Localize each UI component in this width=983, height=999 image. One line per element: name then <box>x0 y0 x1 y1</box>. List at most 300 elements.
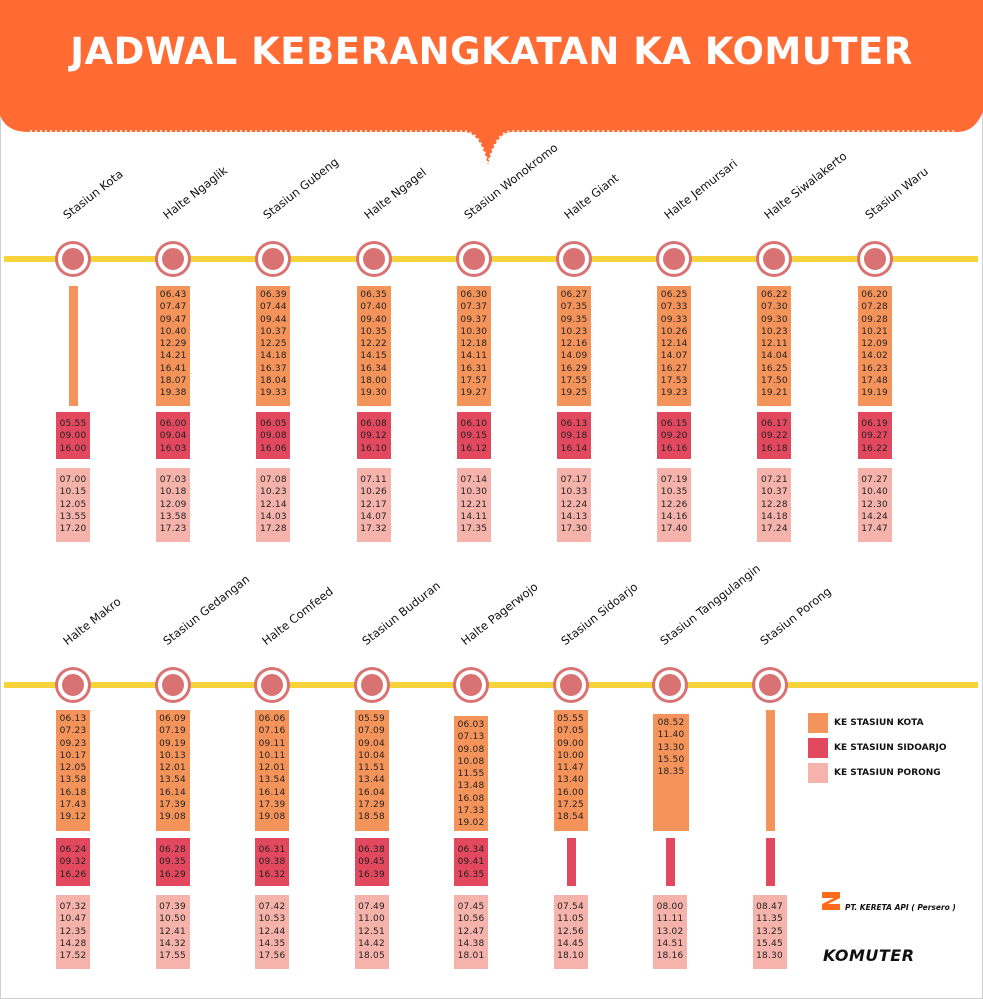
schedule-to-kota <box>256 286 290 406</box>
departure-time: 12.41 <box>159 926 186 937</box>
departure-time: 18.07 <box>159 376 187 387</box>
departure-time: 18.05 <box>358 951 385 962</box>
departure-time: 16.14 <box>560 443 588 454</box>
departure-time: 14.03 <box>260 511 287 522</box>
departure-time: 14.07 <box>360 511 387 522</box>
departure-time: 08.47 <box>756 902 783 912</box>
station-node <box>58 670 88 700</box>
schedule-to-porong <box>355 895 389 969</box>
departure-time: 19.38 <box>159 388 187 399</box>
departure-time: 10.53 <box>258 914 286 925</box>
departure-time: 16.29 <box>159 869 186 880</box>
departure-time: 17.39 <box>159 800 186 811</box>
departure-time: 14.51 <box>656 938 684 949</box>
schedule-to-porong <box>653 895 687 969</box>
departure-time: 06.39 <box>260 290 287 300</box>
page-title: JADWAL KEBERANGKATAN KA KOMUTER <box>70 30 913 73</box>
departure-time: 17.47 <box>861 524 888 535</box>
departure-time: 07.28 <box>861 302 888 313</box>
departure-time: 07.35 <box>560 302 588 313</box>
departure-time: 06.13 <box>560 419 588 429</box>
schedule-to-sidoarjo <box>56 412 90 459</box>
departure-time: 14.13 <box>560 511 588 522</box>
departure-time: 12.25 <box>260 339 287 350</box>
departure-time: 19.21 <box>761 388 788 399</box>
departure-time: 06.09 <box>159 714 186 724</box>
departure-time: 16.12 <box>460 443 488 454</box>
schedule-to-porong <box>255 895 289 969</box>
departure-time: 06.17 <box>761 419 788 429</box>
departure-time: 13.30 <box>657 742 685 753</box>
schedule-to-kota <box>156 286 190 406</box>
departure-time: 17.29 <box>358 800 385 811</box>
station-node <box>860 244 890 274</box>
departure-time: 07.30 <box>761 302 788 313</box>
departure-time: 12.51 <box>358 926 385 937</box>
departure-time: 17.24 <box>761 524 788 535</box>
departure-time: 14.32 <box>159 938 186 949</box>
departure-time: 09.08 <box>260 431 287 442</box>
departure-time: 10.30 <box>460 326 488 337</box>
departure-time: 19.30 <box>360 388 387 399</box>
departure-time: 16.00 <box>59 443 87 454</box>
schedule-to-kota <box>858 286 892 406</box>
schedule-to-sidoarjo <box>256 412 290 459</box>
schedule-to-sidoarjo <box>657 412 691 459</box>
departure-time: 14.15 <box>360 351 387 362</box>
schedule-to-porong <box>56 895 90 969</box>
departure-time: 10.40 <box>861 487 888 498</box>
schedule-to-porong <box>858 468 892 542</box>
departure-time: 10.50 <box>159 914 186 925</box>
schedule-to-kota <box>554 710 588 831</box>
departure-time: 16.03 <box>159 443 187 454</box>
departure-time: 06.30 <box>460 290 488 300</box>
schedule-to-sidoarjo <box>56 838 90 886</box>
schedule-to-kota <box>653 714 689 831</box>
departure-time: 10.37 <box>761 487 788 498</box>
departure-time: 17.20 <box>59 524 87 535</box>
departure-time: 11.00 <box>358 914 385 925</box>
departure-time: 12.14 <box>260 499 287 510</box>
departure-time: 12.09 <box>159 499 187 510</box>
departure-time: 10.30 <box>460 487 488 498</box>
station-node <box>58 244 88 274</box>
schedule-to-sidoarjo <box>255 838 289 886</box>
schedule-to-sidoarjo-bar <box>567 838 576 886</box>
departure-time: 17.30 <box>560 524 588 535</box>
departure-time: 11.35 <box>756 914 783 925</box>
departure-time: 16.34 <box>360 363 387 374</box>
departure-time: 10.08 <box>457 756 485 767</box>
schedule-to-sidoarjo <box>355 838 389 886</box>
departure-time: 15.45 <box>756 938 783 949</box>
departure-time: 14.07 <box>660 351 688 362</box>
departure-time: 16.14 <box>258 787 286 798</box>
departure-time: 10.21 <box>861 326 888 337</box>
departure-time: 16.10 <box>360 443 387 454</box>
station-label: Halte Ngagel <box>360 165 429 222</box>
departure-time: 16.41 <box>159 363 187 374</box>
schedule-to-porong <box>657 468 691 542</box>
departure-time: 16.06 <box>260 443 287 454</box>
schedule-to-sidoarjo <box>858 412 892 459</box>
departure-time: 18.58 <box>358 812 385 823</box>
departure-time: 18.01 <box>457 951 485 962</box>
departure-time: 17.50 <box>761 376 788 387</box>
schedule-to-sidoarjo <box>557 412 591 459</box>
departure-time: 19.27 <box>460 388 488 399</box>
departure-time: 16.18 <box>59 787 87 798</box>
departure-time: 06.10 <box>460 419 488 429</box>
legend-swatch <box>808 713 828 733</box>
departure-time: 18.16 <box>656 951 684 962</box>
schedule-to-sidoarjo <box>357 412 391 459</box>
station-node <box>559 244 589 274</box>
departure-time: 09.23 <box>59 738 87 749</box>
departure-time: 14.04 <box>761 351 788 362</box>
departure-time: 09.35 <box>560 314 588 325</box>
schedule-to-kota <box>457 286 491 406</box>
kai-logo-icon <box>820 890 842 912</box>
schedule-to-kota <box>657 286 691 406</box>
departure-time: 10.18 <box>159 487 187 498</box>
departure-time: 06.15 <box>660 419 688 429</box>
departure-time: 19.08 <box>159 812 186 823</box>
departure-time: 06.27 <box>560 290 588 300</box>
departure-time: 12.18 <box>460 339 488 350</box>
departure-time: 17.35 <box>460 524 488 535</box>
station-node <box>655 670 685 700</box>
departure-time: 13.48 <box>457 781 485 792</box>
departure-time: 12.47 <box>457 926 485 937</box>
departure-time: 10.04 <box>358 750 385 761</box>
departure-time: 09.22 <box>761 431 788 442</box>
departure-time: 07.05 <box>557 726 584 737</box>
departure-time: 17.56 <box>258 951 286 962</box>
departure-time: 09.44 <box>260 314 287 325</box>
departure-time: 12.35 <box>59 926 87 937</box>
legend-item <box>808 738 947 758</box>
departure-time: 06.13 <box>59 714 87 724</box>
departure-time: 12.56 <box>557 926 584 937</box>
departure-time: 17.33 <box>457 806 485 817</box>
schedule-to-sidoarjo-bar <box>766 838 775 886</box>
departure-time: 09.18 <box>560 431 588 442</box>
departure-time: 06.43 <box>159 290 187 300</box>
departure-time: 09.40 <box>360 314 387 325</box>
departure-time: 15.50 <box>657 754 685 765</box>
departure-time: 16.32 <box>258 869 286 880</box>
departure-time: 12.28 <box>761 499 788 510</box>
departure-time: 14.24 <box>861 511 888 522</box>
departure-time: 06.19 <box>861 419 888 429</box>
departure-time: 14.02 <box>861 351 888 362</box>
departure-time: 13.58 <box>159 511 187 522</box>
departure-time: 13.58 <box>59 775 87 786</box>
schedule-to-porong <box>557 468 591 542</box>
departure-time: 07.19 <box>159 726 186 737</box>
departure-time: 07.16 <box>258 726 286 737</box>
departure-time: 13.40 <box>557 775 584 786</box>
departure-time: 09.04 <box>358 738 385 749</box>
departure-time: 06.24 <box>59 845 87 855</box>
station-label: Stasiun Wonokromo <box>461 140 561 222</box>
departure-time: 05.55 <box>557 714 584 724</box>
schedule-to-sidoarjo <box>454 838 488 886</box>
departure-time: 10.17 <box>59 750 87 761</box>
departure-time: 09.04 <box>159 431 187 442</box>
legend-label: KE STASIUN KOTA <box>834 718 924 728</box>
departure-time: 14.18 <box>260 351 287 362</box>
schedule-to-porong <box>256 468 290 542</box>
departure-time: 16.04 <box>358 787 385 798</box>
departure-time: 16.14 <box>159 787 186 798</box>
departure-time: 12.11 <box>761 339 788 350</box>
departure-time: 07.23 <box>59 726 87 737</box>
kai-logo <box>820 890 956 912</box>
departure-time: 06.00 <box>159 419 187 429</box>
legend-label: KE STASIUN SIDOARJO <box>834 743 947 753</box>
departure-time: 05.59 <box>358 714 385 724</box>
departure-time: 09.00 <box>59 431 87 442</box>
departure-time: 12.21 <box>460 499 488 510</box>
departure-time: 09.30 <box>761 314 788 325</box>
departure-time: 14.21 <box>159 351 187 362</box>
departure-time: 11.51 <box>358 763 385 774</box>
departure-time: 12.05 <box>59 763 87 774</box>
station-label: Halte Ngaglik <box>160 163 231 222</box>
schedule-to-porong <box>457 468 491 542</box>
departure-time: 07.44 <box>260 302 287 313</box>
schedule-to-sidoarjo-bar <box>666 838 675 886</box>
departure-time: 10.00 <box>557 750 584 761</box>
departure-time: 07.03 <box>159 475 187 485</box>
departure-time: 07.14 <box>460 475 488 485</box>
departure-time: 19.08 <box>258 812 286 823</box>
departure-time: 06.38 <box>358 845 385 855</box>
departure-time: 07.27 <box>861 475 888 485</box>
departure-time: 06.35 <box>360 290 387 300</box>
departure-time: 09.41 <box>457 857 485 868</box>
departure-time: 10.15 <box>59 487 87 498</box>
station-label: Stasiun Tanggulangin <box>657 561 763 648</box>
departure-time: 13.44 <box>358 775 385 786</box>
departure-time: 09.08 <box>457 744 485 755</box>
departure-time: 12.22 <box>360 339 387 350</box>
departure-time: 12.16 <box>560 339 588 350</box>
departure-time: 16.16 <box>660 443 688 454</box>
departure-time: 09.00 <box>557 738 584 749</box>
station-node <box>556 670 586 700</box>
departure-time: 17.25 <box>557 800 584 811</box>
departure-time: 18.04 <box>260 376 287 387</box>
departure-time: 09.19 <box>159 738 186 749</box>
departure-time: 11.47 <box>557 763 584 774</box>
departure-time: 10.47 <box>59 914 87 925</box>
station-label: Stasiun Buduran <box>358 578 443 648</box>
legend-item <box>808 763 941 783</box>
departure-time: 06.08 <box>360 419 387 429</box>
schedule-to-kota <box>56 710 90 831</box>
departure-time: 14.11 <box>460 511 488 522</box>
station-label: Stasiun Gubeng <box>260 154 342 222</box>
departure-time: 09.27 <box>861 431 888 442</box>
departure-time: 17.48 <box>861 376 888 387</box>
departure-time: 07.49 <box>358 902 385 912</box>
station-label: Halte Pagerwojo <box>458 579 541 648</box>
departure-time: 17.32 <box>360 524 387 535</box>
station-node <box>755 670 785 700</box>
departure-time: 16.37 <box>260 363 287 374</box>
departure-time: 12.26 <box>660 499 688 510</box>
departure-time: 11.40 <box>657 730 685 741</box>
station-label: Halte Makro <box>60 594 124 648</box>
departure-time: 10.11 <box>258 750 286 761</box>
schedule-to-kota <box>357 286 391 406</box>
departure-time: 06.20 <box>861 290 888 300</box>
departure-time: 19.19 <box>861 388 888 399</box>
departure-time: 16.39 <box>358 869 385 880</box>
departure-time: 13.55 <box>59 511 87 522</box>
legend-item <box>808 713 924 733</box>
rail-track-top <box>4 256 978 262</box>
departure-time: 09.37 <box>460 314 488 325</box>
schedule-to-porong <box>357 468 391 542</box>
station-label: Halte Giant <box>561 170 622 222</box>
departure-time: 12.05 <box>59 499 87 510</box>
departure-time: 09.32 <box>59 857 87 868</box>
departure-time: 19.25 <box>560 388 588 399</box>
rail-track-bottom <box>4 682 978 688</box>
departure-time: 16.31 <box>460 363 488 374</box>
kai-logo-text: PT. KERETA API ( Persero ) <box>845 902 956 912</box>
station-label: Stasiun Kota <box>60 166 126 222</box>
departure-time: 09.33 <box>660 314 688 325</box>
departure-time: 07.13 <box>457 732 485 743</box>
station-node <box>357 670 387 700</box>
station-label: Halte Siwalakerto <box>761 148 850 222</box>
departure-time: 09.12 <box>360 431 387 442</box>
schedule-to-sidoarjo <box>457 412 491 459</box>
departure-time: 07.11 <box>360 475 387 485</box>
departure-time: 11.11 <box>656 914 684 925</box>
departure-time: 07.47 <box>159 302 187 313</box>
departure-time: 18.30 <box>756 951 783 962</box>
departure-time: 14.11 <box>460 351 488 362</box>
departure-time: 10.13 <box>159 750 186 761</box>
station-node <box>359 244 389 274</box>
departure-time: 12.09 <box>861 339 888 350</box>
departure-time: 12.01 <box>159 763 186 774</box>
departure-time: 06.05 <box>260 419 287 429</box>
departure-time: 16.23 <box>861 363 888 374</box>
legend-label: KE STASIUN PORONG <box>834 768 941 778</box>
departure-time: 10.23 <box>560 326 588 337</box>
departure-time: 16.18 <box>761 443 788 454</box>
departure-time: 16.00 <box>557 787 584 798</box>
departure-time: 16.22 <box>861 443 888 454</box>
departure-time: 07.17 <box>560 475 588 485</box>
schedule-to-sidoarjo <box>757 412 791 459</box>
schedule-to-kota-bar <box>766 710 775 831</box>
station-node <box>659 244 689 274</box>
departure-time: 17.40 <box>660 524 688 535</box>
departure-time: 07.39 <box>159 902 186 912</box>
departure-time: 06.31 <box>258 845 286 855</box>
departure-time: 19.23 <box>660 388 688 399</box>
departure-time: 09.47 <box>159 314 187 325</box>
station-node <box>158 244 188 274</box>
departure-time: 05.55 <box>59 419 87 429</box>
departure-time: 07.37 <box>460 302 488 313</box>
departure-time: 14.45 <box>557 938 584 949</box>
departure-time: 12.44 <box>258 926 286 937</box>
departure-time: 10.26 <box>360 487 387 498</box>
departure-time: 16.08 <box>457 793 485 804</box>
departure-time: 07.40 <box>360 302 387 313</box>
departure-time: 16.27 <box>660 363 688 374</box>
departure-time: 17.52 <box>59 951 87 962</box>
departure-time: 10.26 <box>660 326 688 337</box>
departure-time: 14.42 <box>358 938 385 949</box>
departure-time: 06.22 <box>761 290 788 300</box>
departure-time: 14.35 <box>258 938 286 949</box>
departure-time: 12.14 <box>660 339 688 350</box>
departure-time: 06.25 <box>660 290 688 300</box>
departure-time: 12.17 <box>360 499 387 510</box>
departure-time: 10.23 <box>260 487 287 498</box>
station-label: Stasiun Porong <box>756 584 834 648</box>
departure-time: 10.33 <box>560 487 588 498</box>
departure-time: 09.20 <box>660 431 688 442</box>
departure-time: 16.25 <box>761 363 788 374</box>
station-node <box>456 670 486 700</box>
departure-time: 18.54 <box>557 812 584 823</box>
schedule-to-porong <box>156 468 190 542</box>
departure-time: 07.21 <box>761 475 788 485</box>
departure-time: 08.00 <box>656 902 684 912</box>
schedule-to-kota <box>454 716 488 831</box>
komuter-logo: KOMUTER <box>823 946 915 965</box>
departure-time: 16.26 <box>59 869 87 880</box>
departure-time: 07.42 <box>258 902 286 912</box>
departure-time: 06.06 <box>258 714 286 724</box>
station-node <box>158 670 188 700</box>
schedule-to-kota <box>255 710 289 831</box>
departure-time: 18.00 <box>360 376 387 387</box>
title-banner <box>0 0 983 170</box>
departure-time: 18.10 <box>557 951 584 962</box>
schedule-to-sidoarjo <box>156 412 190 459</box>
departure-time: 13.25 <box>756 926 783 937</box>
departure-time: 09.15 <box>460 431 488 442</box>
station-label: Stasiun Sidoarjo <box>557 579 640 648</box>
departure-time: 17.57 <box>460 376 488 387</box>
schedule-to-porong <box>156 895 190 969</box>
departure-time: 07.32 <box>59 902 87 912</box>
departure-time: 13.54 <box>258 775 286 786</box>
departure-time: 18.35 <box>657 767 685 778</box>
departure-time: 07.00 <box>59 475 87 485</box>
departure-time: 19.02 <box>457 818 485 829</box>
station-label: Stasiun Waru <box>861 164 931 222</box>
departure-time: 12.30 <box>861 499 888 510</box>
schedule-to-porong <box>554 895 588 969</box>
departure-time: 14.16 <box>660 511 688 522</box>
departure-time: 19.12 <box>59 812 87 823</box>
departure-time: 07.08 <box>260 475 287 485</box>
